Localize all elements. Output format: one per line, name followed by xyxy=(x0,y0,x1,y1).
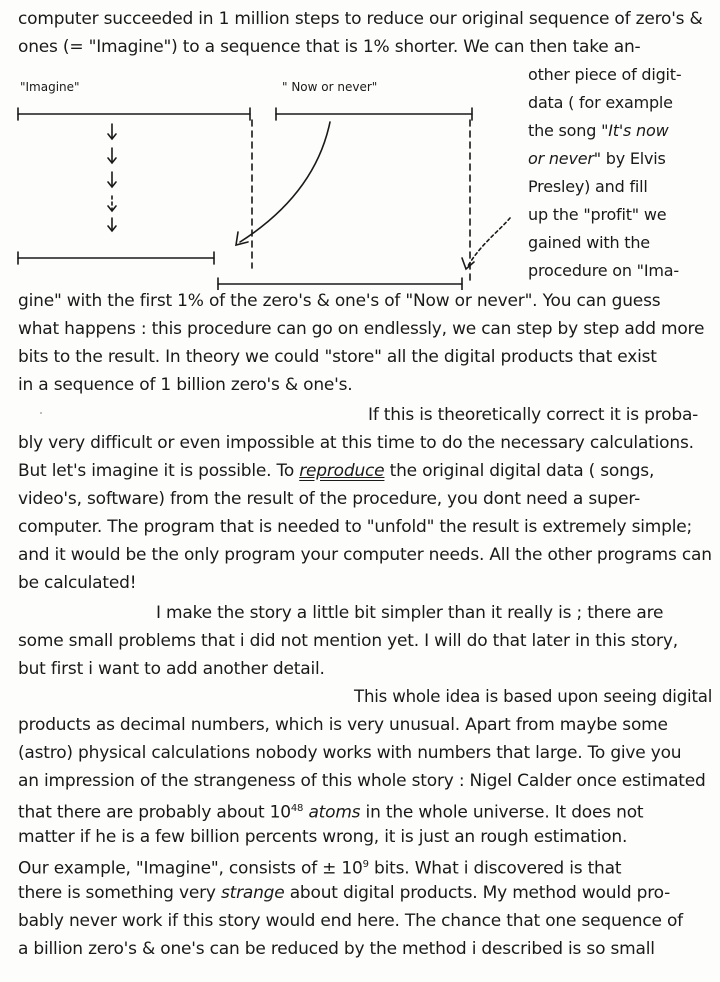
text-line: gine" with the first 1% of the zero's & one's of "Now or never". You can guess xyxy=(18,291,661,311)
text-line xyxy=(18,796,643,826)
text-line: (astro) physical calculations nobody works with numbers that large. To give you xyxy=(18,743,682,763)
text-line: in a sequence of 1 billion zero's & one's. xyxy=(18,375,353,395)
text-line: data ( for example xyxy=(528,93,673,112)
down-arrows-icon xyxy=(108,124,116,231)
figure-label-now-or-never: " Now or never" xyxy=(282,80,378,94)
text-line: other piece of digit- xyxy=(528,65,682,84)
emphasis-reproduce: reproduce xyxy=(299,461,385,481)
text-line: I make the story a little bit simpler than it really is ; there are xyxy=(156,603,664,623)
text-line: an impression of the strangeness of this whole story : Nigel Calder once estimated xyxy=(18,771,706,791)
text-line: bably never work if this story would end here. The chance that one sequence of xyxy=(18,911,683,931)
text-line: gained with the xyxy=(528,233,650,252)
text-line: a billion zero's & one's can be reduced by the method i described is so small xyxy=(18,939,655,959)
text-line: bits to the result. In theory we could "store" all the digital products that exist xyxy=(18,347,657,367)
figure-label-imagine: "Imagine" xyxy=(20,80,80,94)
text-line xyxy=(528,146,666,172)
text-line: ones (= "Imagine") to a sequence that is 1% shorter. We can then take an- xyxy=(18,37,641,57)
text-line xyxy=(18,852,621,882)
text-fragment: that there are probably about 10 xyxy=(18,802,291,823)
text-line xyxy=(528,118,668,144)
emphasis-atoms: atoms xyxy=(308,802,361,823)
text-fragment: But let's imagine it is possible. To xyxy=(18,461,300,481)
text-fragment: the song xyxy=(528,121,602,140)
small-curved-arrow-icon xyxy=(468,218,510,266)
emphasis-strange: strange xyxy=(220,883,285,903)
compression-diagram xyxy=(0,70,520,290)
paper-speck xyxy=(40,412,42,414)
text-line: what happens : this procedure can go on endlessly, we can step by step add more xyxy=(18,319,705,339)
text-line: If this is theoretically correct it is proba- xyxy=(368,405,699,425)
text-fragment: the original digital data ( songs, xyxy=(384,461,655,481)
exponent: 48 xyxy=(290,803,304,814)
text-line: computer succeeded in 1 million steps to reduce our original sequence of zero's & xyxy=(18,9,703,29)
exponent: 9 xyxy=(362,859,369,870)
text-line: computer. The program that is needed to "unfold" the result is extremely simple; xyxy=(18,517,693,537)
text-line xyxy=(18,880,670,906)
text-line xyxy=(18,458,654,484)
text-line: matter if he is a few billion percents wrong, it is just an rough estimation. xyxy=(18,827,628,847)
text-line: procedure on "Ima- xyxy=(528,261,679,280)
text-line: products as decimal numbers, which is very unusual. Apart from maybe some xyxy=(18,715,668,735)
text-line: Presley) and fill xyxy=(528,177,648,196)
text-line: up the "profit" we xyxy=(528,205,667,224)
text-fragment: by Elvis xyxy=(600,149,666,168)
song-title-text: "It's now xyxy=(601,121,669,140)
text-line: and it would be the only program your computer needs. All the other programs can xyxy=(18,545,712,565)
text-line: some small problems that i did not mention yet. I will do that later in this story, xyxy=(18,631,678,651)
text-line: but first i want to add another detail. xyxy=(18,659,325,679)
text-fragment: about digital products. My method would pro- xyxy=(284,883,671,903)
text-fragment: in the whole universe. It does not xyxy=(360,802,644,823)
text-fragment: bits. What i discovered is that xyxy=(368,858,622,879)
text-fragment: Our example, "Imagine", consists of ± 10 xyxy=(18,858,363,879)
curved-arrow-icon xyxy=(240,122,330,242)
text-line: This whole idea is based upon seeing digital xyxy=(354,687,713,707)
text-line: video's, software) from the result of the procedure, you dont need a super- xyxy=(18,489,641,509)
text-line: bly very difficult or even impossible at this time to do the necessary calculations. xyxy=(18,433,694,453)
text-line: be calculated! xyxy=(18,573,137,593)
song-title-text: or never" xyxy=(528,149,601,168)
text-fragment: there is something very xyxy=(18,883,221,903)
